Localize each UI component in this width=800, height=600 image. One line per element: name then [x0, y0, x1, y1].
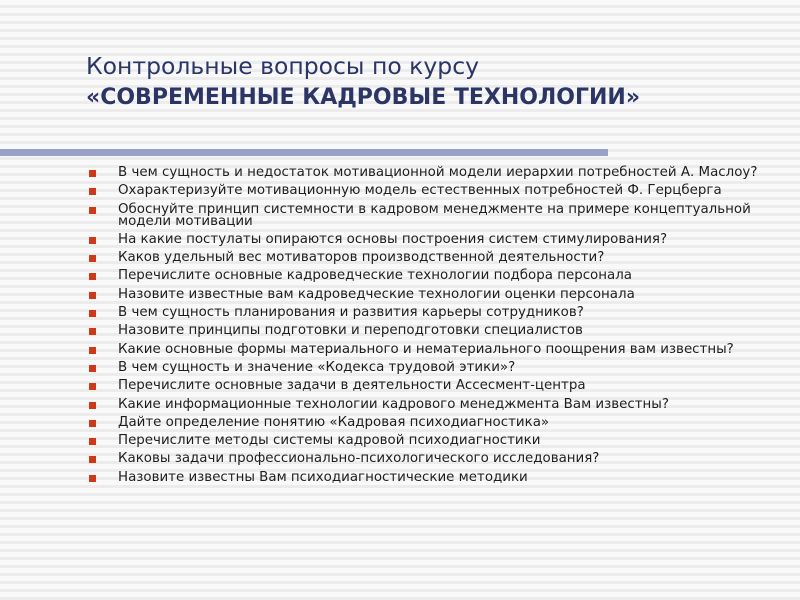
bullet-square-icon	[89, 438, 96, 445]
question-text: Каковы задачи профессионально-психологического исследования?	[118, 451, 600, 467]
question-text: Назовите принципы подготовки и переподготовки специалистов	[118, 323, 583, 339]
title-line-2: «СОВРЕМЕННЫЕ КАДРОВЫЕ ТЕХНОЛОГИИ»	[86, 85, 641, 110]
question-item	[88, 359, 788, 375]
bullet-square-icon	[89, 292, 96, 299]
question-text: Назовите известные вам кадроведческие технологии оценки персонала	[118, 286, 635, 302]
question-item	[88, 435, 788, 447]
bullet-square-icon	[89, 207, 96, 214]
bullet-square-icon	[89, 383, 96, 390]
question-text: Назовите известны Вам психодиагностические методики	[118, 469, 528, 485]
question-item	[88, 380, 788, 392]
bullet-square-icon	[89, 402, 96, 409]
bullet-square-icon	[89, 347, 96, 354]
question-item	[88, 414, 788, 430]
question-item	[88, 307, 788, 319]
question-item	[88, 185, 788, 197]
question-text: В чем сущность и значение «Кодекса трудовой этики»?	[118, 359, 516, 375]
bullet-square-icon	[89, 237, 96, 244]
bullet-square-icon	[89, 475, 96, 482]
title-line-1: Контрольные вопросы по курсу	[86, 52, 480, 80]
question-text: Перечислите методы системы кадровой психодиагностики	[118, 433, 541, 449]
question-item	[88, 469, 788, 485]
question-text: На какие постулаты опираются основы построения систем стимулирования?	[118, 231, 668, 247]
bullet-square-icon	[89, 255, 96, 262]
question-text: Какие основные формы материального и нематериального поощрения вам известны?	[118, 341, 734, 357]
question-item	[88, 325, 788, 337]
bullet-square-icon	[89, 420, 96, 427]
bullet-square-icon	[89, 310, 96, 317]
bullet-square-icon	[89, 328, 96, 335]
title-divider	[0, 149, 608, 156]
question-text: Дайте определение понятию «Кадровая психодиагностика»	[118, 414, 550, 430]
question-text: В чем сущность планирования и развития карьеры сотрудников?	[118, 305, 584, 321]
question-item	[88, 201, 788, 229]
question-text: Обоснуйте принцип системности в кадровом менеджменте на примере концептуальной модели мотивации	[118, 201, 751, 229]
bullet-square-icon	[89, 188, 96, 195]
question-item	[88, 167, 788, 179]
bullet-square-icon	[89, 456, 96, 463]
question-item	[88, 396, 788, 412]
bullet-square-icon	[89, 273, 96, 280]
question-text: Охарактеризуйте мотивационную модель естественных потребностей Ф. Герцберга	[118, 183, 722, 199]
question-list	[88, 167, 788, 490]
slide-title	[86, 50, 786, 114]
question-text: Каков удельный вес мотиваторов производственной деятельности?	[118, 250, 605, 266]
question-item	[88, 341, 788, 357]
question-item	[88, 453, 788, 465]
question-item	[88, 270, 788, 282]
bullet-square-icon	[89, 365, 96, 372]
question-text: Какие информационные технологии кадрового менеджмента Вам известны?	[118, 396, 669, 412]
question-item	[88, 231, 788, 247]
question-text: Перечислите основные задачи в деятельности Ассесмент-центра	[118, 378, 586, 394]
bullet-square-icon	[89, 170, 96, 177]
question-text: Перечислите основные кадроведческие технологии подбора персонала	[118, 268, 632, 284]
question-text: В чем сущность и недостаток мотивационной модели иерархии потребностей А. Маслоу?	[118, 165, 758, 180]
question-item	[88, 252, 788, 264]
question-item	[88, 286, 788, 302]
